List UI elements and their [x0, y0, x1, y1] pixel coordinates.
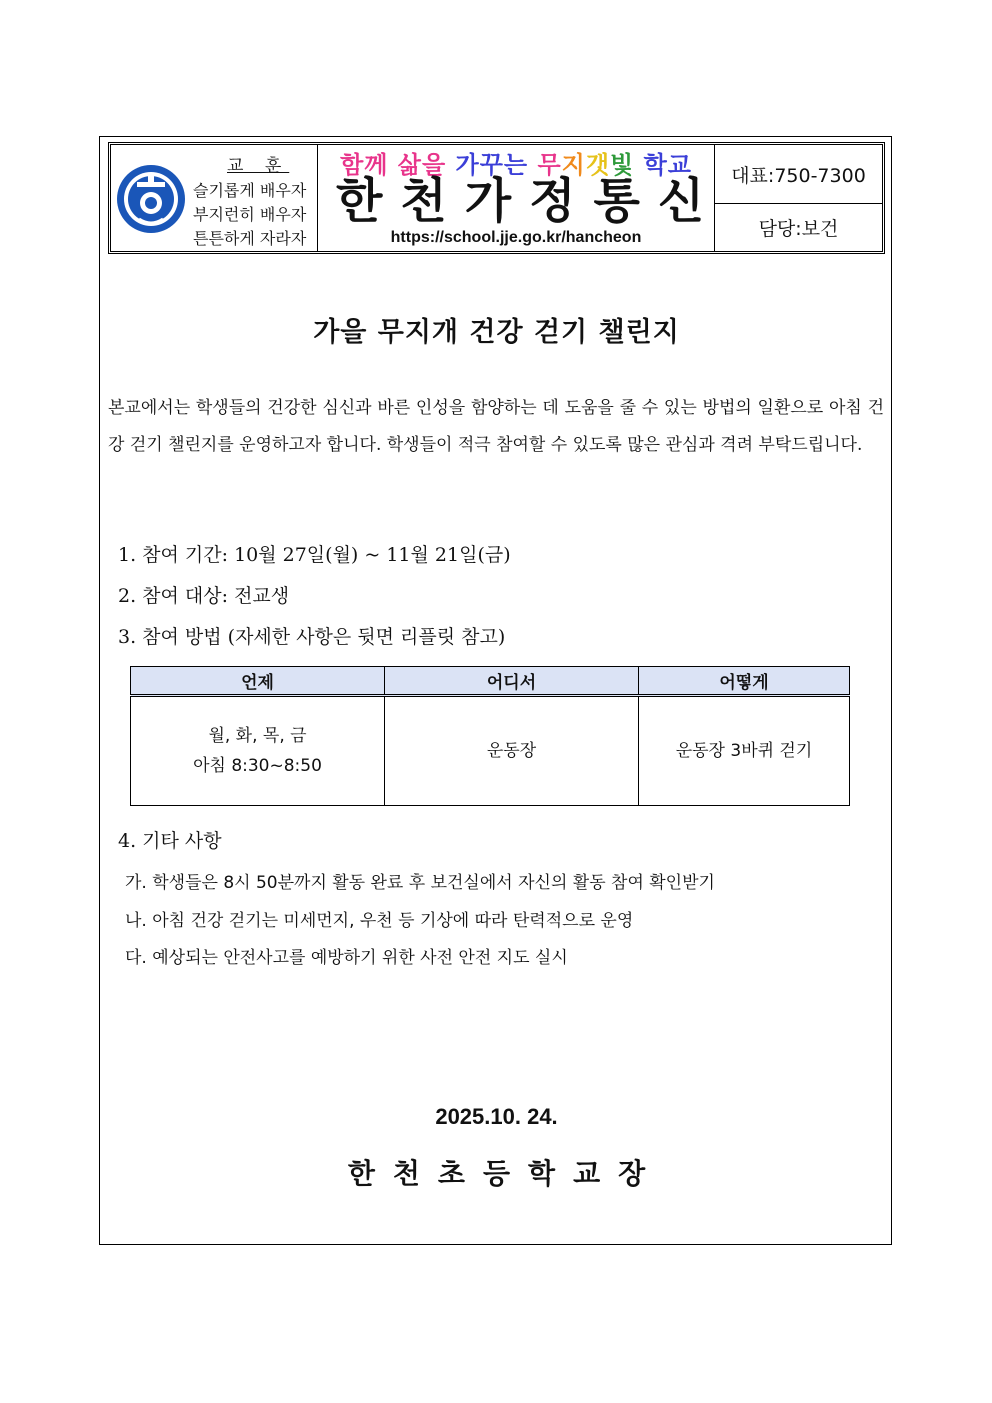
newsletter-title: 한천가정통신 — [336, 173, 723, 229]
intro-paragraph: 본교에서는 학생들의 건강한 심신과 바른 인성을 함양하는 데 도움을 줄 수 있는 방법의 일환으로 아침 건강 걷기 챌린지를 운영하고자 합니다. 학생들이 적극 참여할 수 있도록 많은 관심과 격려 부탁드립니다. — [108, 398, 884, 455]
motto-line: 튼튼하게 자라자 — [193, 229, 307, 248]
cell-how: 운동장 3바퀴 걷기 — [639, 696, 850, 806]
motto-heading: 교 훈 — [227, 156, 290, 176]
when-days: 월, 화, 목, 금 — [208, 726, 307, 746]
item-method: 3. 참여 방법 (자세한 사항은 뒷면 리플릿 참고) — [118, 626, 506, 648]
school-motto-cell — [111, 145, 318, 251]
cell-where: 운동장 — [385, 696, 639, 806]
etc-item: 가. 학생들은 8시 50분까지 활동 완료 후 보건실에서 자신의 활동 참여 확인받기 — [125, 873, 715, 893]
issue-date: 2025.10. 24. — [435, 1104, 558, 1129]
principal-signature: 한천초등학교장 — [347, 1157, 664, 1190]
school-logo-icon — [115, 163, 187, 235]
table-row — [131, 696, 850, 806]
table-header-row — [131, 667, 850, 696]
title-cell — [318, 145, 723, 251]
slogan-segment: 무 — [537, 151, 562, 179]
motto-lines — [193, 179, 306, 251]
document-title: 가을 무지개 건강 걷기 챌린지 — [313, 317, 680, 348]
cell-when — [131, 696, 385, 806]
contact-person: 담당:보건 — [758, 218, 839, 240]
motto-line: 슬기롭게 배우자 — [193, 181, 307, 200]
table-header-when: 언제 — [131, 667, 385, 696]
slogan-segment: 가꾸는 — [455, 151, 538, 179]
slogan-segment: 학교 — [643, 151, 692, 179]
when-time: 아침 8:30~8:50 — [193, 756, 322, 776]
slogan-segment: 갯 — [585, 151, 611, 179]
etc-item: 나. 아침 건강 걷기는 미세먼지, 우천 등 기상에 따라 탄력적으로 운영 — [125, 911, 634, 931]
item-target: 2. 참여 대상: 전교생 — [118, 585, 290, 607]
item-etc: 4. 기타 사항 — [118, 830, 222, 852]
school-url: https://school.jje.go.kr/hancheon — [390, 229, 642, 246]
newsletter-header — [108, 142, 885, 254]
motto-line: 부지런히 배우자 — [193, 205, 307, 224]
schedule-table — [130, 666, 850, 806]
slogan-segment: 지 — [561, 151, 586, 179]
table-header-where: 어디서 — [385, 667, 639, 696]
slogan-segment: 빛 — [610, 151, 644, 179]
etc-item: 다. 예상되는 안전사고를 예방하기 위한 사전 안전 지도 실시 — [125, 948, 568, 968]
phone-number: 대표:750-7300 — [715, 145, 882, 204]
table-header-how: 어떻게 — [639, 667, 850, 696]
contact-cell — [715, 145, 882, 251]
slogan-segment: 함께 — [340, 151, 398, 179]
item-period: 1. 참여 기간: 10월 27일(월) ~ 11월 21일(금) — [118, 544, 511, 566]
slogan-segment: 삶을 — [397, 151, 456, 179]
